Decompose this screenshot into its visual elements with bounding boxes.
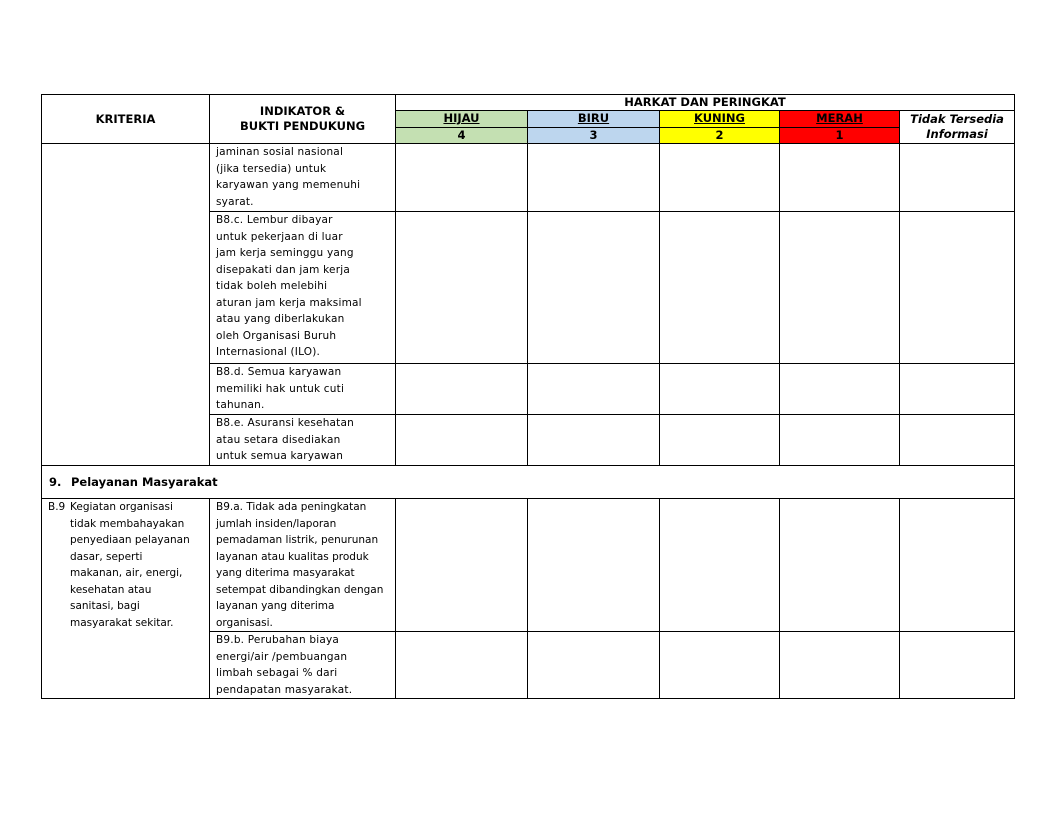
score-cell[interactable] (900, 499, 1015, 632)
criteria-line: sanitasi, bagi (70, 600, 140, 612)
score-cell[interactable] (396, 499, 528, 632)
indicator-line: tidak boleh melebihi (216, 280, 328, 292)
header-not-available (900, 111, 1015, 144)
header-indikator-line1: INDIKATOR & (259, 104, 346, 118)
not-available-line1: Tidak Tersedia (910, 112, 1004, 126)
criteria-line: dasar, seperti (70, 550, 143, 563)
score-cell[interactable] (900, 364, 1015, 415)
indicator-line: jam kerja seminggu yang (216, 247, 354, 259)
score-cell[interactable] (528, 212, 660, 364)
indicator-line: energi/air /pembuangan (216, 650, 348, 663)
rating-merah-label: MERAH (780, 111, 900, 128)
table-row (42, 144, 1015, 212)
score-cell[interactable] (900, 632, 1015, 699)
criteria-line: penyediaan pelayanan (70, 534, 190, 546)
rating-kuning-value: 2 (660, 128, 780, 144)
indicator-line: syarat. (216, 195, 254, 208)
rating-hijau-value: 4 (396, 128, 528, 144)
indicator-b8-b-cont (210, 144, 396, 212)
score-cell[interactable] (396, 632, 528, 699)
indicator-line: Internasional (ILO). (216, 346, 321, 358)
not-available-line2: Informasi (926, 127, 988, 141)
rating-biru-value: 3 (528, 128, 660, 144)
indicator-b8-d (210, 364, 396, 415)
section-number: 9. (49, 474, 62, 489)
score-cell[interactable] (780, 144, 900, 212)
indicator-b8-e (210, 415, 396, 466)
rating-hijau-label: HIJAU (396, 111, 528, 128)
indicator-b9-a (210, 499, 396, 632)
criteria-code: B.9 (48, 501, 66, 513)
criteria-line: makanan, air, energi, (70, 567, 183, 579)
rating-biru-label: BIRU (528, 111, 660, 128)
indicator-line: aturan jam kerja maksimal (216, 296, 362, 309)
indicator-line: yang diterima masyarakat (216, 567, 355, 579)
indicator-b8-c (210, 212, 396, 364)
indicator-line: atau yang diberlakukan (216, 313, 345, 325)
indicator-b9-b (210, 632, 396, 699)
score-cell[interactable] (660, 499, 780, 632)
criteria-line: tidak membahayakan (70, 517, 185, 530)
indicator-line: B8.e. Asuransi kesehatan (216, 417, 354, 429)
indicator-line: karyawan yang memenuhi (216, 179, 361, 191)
assessment-table (41, 94, 1015, 699)
score-cell[interactable] (396, 415, 528, 466)
score-cell[interactable] (528, 144, 660, 212)
indicator-line: limbah sebagai % dari (216, 667, 338, 679)
criteria-cell-empty (42, 144, 210, 466)
score-cell[interactable] (900, 415, 1015, 466)
header-kriteria: KRITERIA (42, 95, 210, 144)
indicator-line: layanan yang diterima (216, 600, 335, 612)
score-cell[interactable] (528, 364, 660, 415)
score-cell[interactable] (780, 499, 900, 632)
header-indikator-line2: BUKTI PENDUKUNG (239, 119, 366, 133)
score-cell[interactable] (900, 212, 1015, 364)
score-cell[interactable] (396, 364, 528, 415)
score-cell[interactable] (780, 415, 900, 466)
rating-kuning-label: KUNING (660, 111, 780, 128)
header-harkat: HARKAT DAN PERINGKAT (396, 95, 1015, 111)
header-indikator (210, 95, 396, 144)
score-cell[interactable] (900, 144, 1015, 212)
criteria-line: kesehatan atau (70, 583, 152, 596)
score-cell[interactable] (660, 632, 780, 699)
score-cell[interactable] (528, 632, 660, 699)
indicator-line: untuk semua karyawan (216, 450, 344, 462)
indicator-line: (jika tersedia) untuk (216, 162, 327, 175)
table-row (42, 499, 1015, 632)
indicator-line: memiliki hak untuk cuti (216, 382, 345, 395)
indicator-line: layanan atau kualitas produk (216, 550, 369, 563)
score-cell[interactable] (528, 415, 660, 466)
criteria-line: masyarakat sekitar. (70, 616, 174, 629)
section-title: Pelayanan Masyarakat (71, 474, 218, 489)
score-cell[interactable] (396, 144, 528, 212)
score-cell[interactable] (660, 212, 780, 364)
indicator-line: organisasi. (216, 616, 273, 629)
indicator-line: atau setara disediakan (216, 433, 341, 446)
indicator-line: B8.d. Semua karyawan (216, 366, 342, 378)
criteria-b9 (42, 499, 210, 699)
indicator-line: jumlah insiden/laporan (216, 517, 337, 530)
indicator-line: jaminan sosial nasional (216, 146, 344, 158)
score-cell[interactable] (780, 364, 900, 415)
indicator-line: setempat dibandingkan dengan (216, 583, 384, 596)
indicator-line: untuk pekerjaan di luar (216, 230, 343, 243)
score-cell[interactable] (396, 212, 528, 364)
rating-merah-value: 1 (780, 128, 900, 144)
indicator-line: tahunan. (216, 399, 265, 411)
indicator-line: pemadaman listrik, penurunan (216, 534, 379, 546)
criteria-line: Kegiatan organisasi (70, 501, 173, 513)
score-cell[interactable] (528, 499, 660, 632)
section-9-heading (42, 466, 1015, 499)
score-cell[interactable] (660, 415, 780, 466)
section-row (42, 466, 1015, 499)
indicator-line: disepakati dan jam kerja (216, 263, 350, 276)
score-cell[interactable] (660, 144, 780, 212)
score-cell[interactable] (780, 632, 900, 699)
score-cell[interactable] (660, 364, 780, 415)
indicator-line: pendapatan masyarakat. (216, 683, 353, 696)
indicator-line: B9.a. Tidak ada peningkatan (216, 501, 367, 513)
indicator-line: oleh Organisasi Buruh (216, 329, 337, 342)
score-cell[interactable] (780, 212, 900, 364)
indicator-line: B9.b. Perubahan biaya (216, 634, 339, 646)
indicator-line: B8.c. Lembur dibayar (216, 214, 333, 226)
